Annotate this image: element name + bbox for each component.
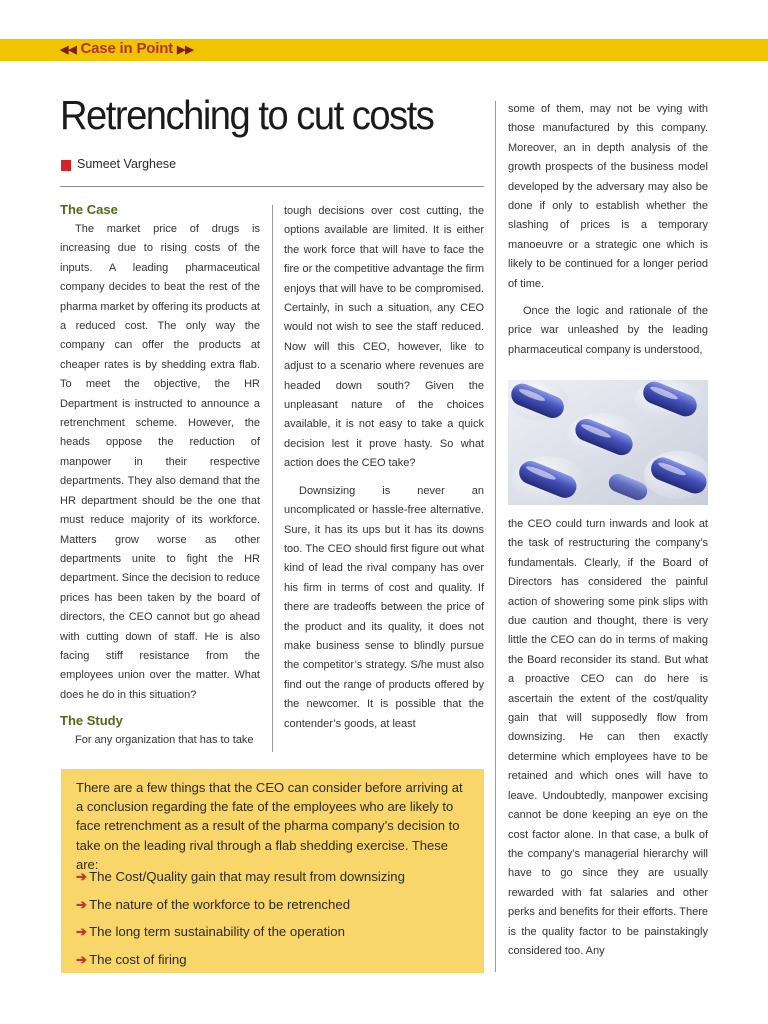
column-2 [284,202,484,734]
capsules-illustration [508,380,708,505]
callout-item-text: The Cost/Quality gain that may result from downsizing [89,869,405,884]
callout-item-text: The long term sustainability of the operation [89,924,345,939]
case-paragraph: The market price of drugs is increasing due to rising costs of the inputs. A leading pharmaceutical company decides to beat the rest of the pharma market by offering its products at a reduced cost. The only way the company can offer the products at cheaper rates is by shedding extra flab. To meet the objective, the HR Department is instructed to announce a retrenchment scheme. However, the heads oppose the reduction of manpower in their respective departments. They also demand that the HR department should be the one that must reduce majority of its workforce. Matters grow worse as other departments unite to fight the HR department. Since the decision to reduce prices has been taken by the board of directors, the CEO cannot but go ahead with cutting down of staff. He is also facing stiff resistance from the employees union over the matter. What does he do in this situation? [60,223,260,701]
section-banner [0,39,768,61]
heading-the-study: The Study [60,713,123,729]
list-item [76,946,471,974]
callout-list [76,863,471,973]
double-left-arrow-icon: ◀◀ [60,44,77,56]
title-divider [60,186,484,187]
column-2-paragraph-2: Downsizing is never an uncomplicated or hassle-free alternative. Sure, it has its ups but it has its downs too. The CEO should first figure out what kind of lead the rival company has over his firm in terms of cost and quality. If there are tradeoffs between the price of the product and its quality, it does not make business sense to blindly pursue the competitor’s strategy. S/he must also find out the range of products offered by the newcomer. It is possible that the contender’s goods, at least [284,484,484,730]
author-marker-icon [61,160,71,171]
arrow-bullet-icon: ➔ [76,869,88,884]
column-3-paragraph-3: the CEO could turn inwards and look at the task of restructuring the company’s fundamentals. Clearly, if the Board of Directors has considered the painful action of showering some pink slips with due caution and thought, there is very little the CEO can do in terms of making the Board reconsider its stand. But what a proactive CEO can do here is ascertain the extent of the cost/quality gain that will supposedly flow from downsizing. He can then exactly determine which employees have to be retained and which ones will have to leave. Undoubtedly, manpower excising cannot be done keeping an eye on the cost factor alone. In that case, a bulk of the company’s managerial hierarchy will have to go since they are usually rewarded with fat salaries and other perks and benefits for their efforts. There is the quality factor to be painstakingly considered too. Any [508,518,708,957]
column-divider-1 [272,205,273,752]
double-right-arrow-icon: ▶▶ [176,44,194,56]
column-1 [60,200,260,751]
section-label [60,40,193,57]
arrow-bullet-icon: ➔ [76,951,88,967]
column-3-paragraph-2: Once the logic and rationale of the price war unleashed by the leading pharmaceutical company is understood, [508,305,708,356]
column-3-paragraph-1: some of them, may not be vying with those manufactured by this company. Moreover, an in depth analysis of the growth prospects of the business model developed by the adversary may also be done if only to establish whether the slashing of prices is a temporary manoeuvre or a strategic one which is likely to be continued for a longer period of time. [508,103,708,290]
callout-item-text: The cost of firing [89,951,187,967]
list-item [76,918,471,946]
list-item [76,863,471,891]
column-2-paragraph-1: tough decisions over cost cutting, the options available are limited. It is either the work force that will have to face the fire or the competitive advantage the firm enjoys that will have to be compromised. Certainly, in such a situation, any CEO would not wish to see the staff reduced. Now will this CEO, however, like to adjust to a scenario where revenues are headed down south? Given the unpleasant nature of the choices available, it is not easy to take a quick decision lest it prove hasty. So what action does the CEO take? [284,205,484,470]
callout-item-text: The nature of the workforce to be retrenched [89,896,351,912]
callout-intro: There are a few things that the CEO can consider before arriving at a conclusion regarding the fate of the employees who are likely to face retrenchment as a result of the pharma company’s decision to take on the leading rival through a flab shedding exercise. These are: [76,780,463,872]
list-item [76,891,471,919]
author-name: Sumeet Varghese [77,157,177,171]
article-title: Retrenching to cut costs [60,92,434,138]
column-3-top [508,100,708,360]
heading-the-case: The Case [60,202,118,217]
section-label-text: Case in Point [80,40,173,57]
column-divider-2 [495,101,496,972]
study-paragraph: For any organization that has to take [75,734,254,747]
arrow-bullet-icon: ➔ [76,896,88,912]
column-3-bottom [508,515,708,961]
callout-box [61,769,484,973]
capsules-photo [508,380,708,505]
arrow-bullet-icon: ➔ [76,924,88,939]
